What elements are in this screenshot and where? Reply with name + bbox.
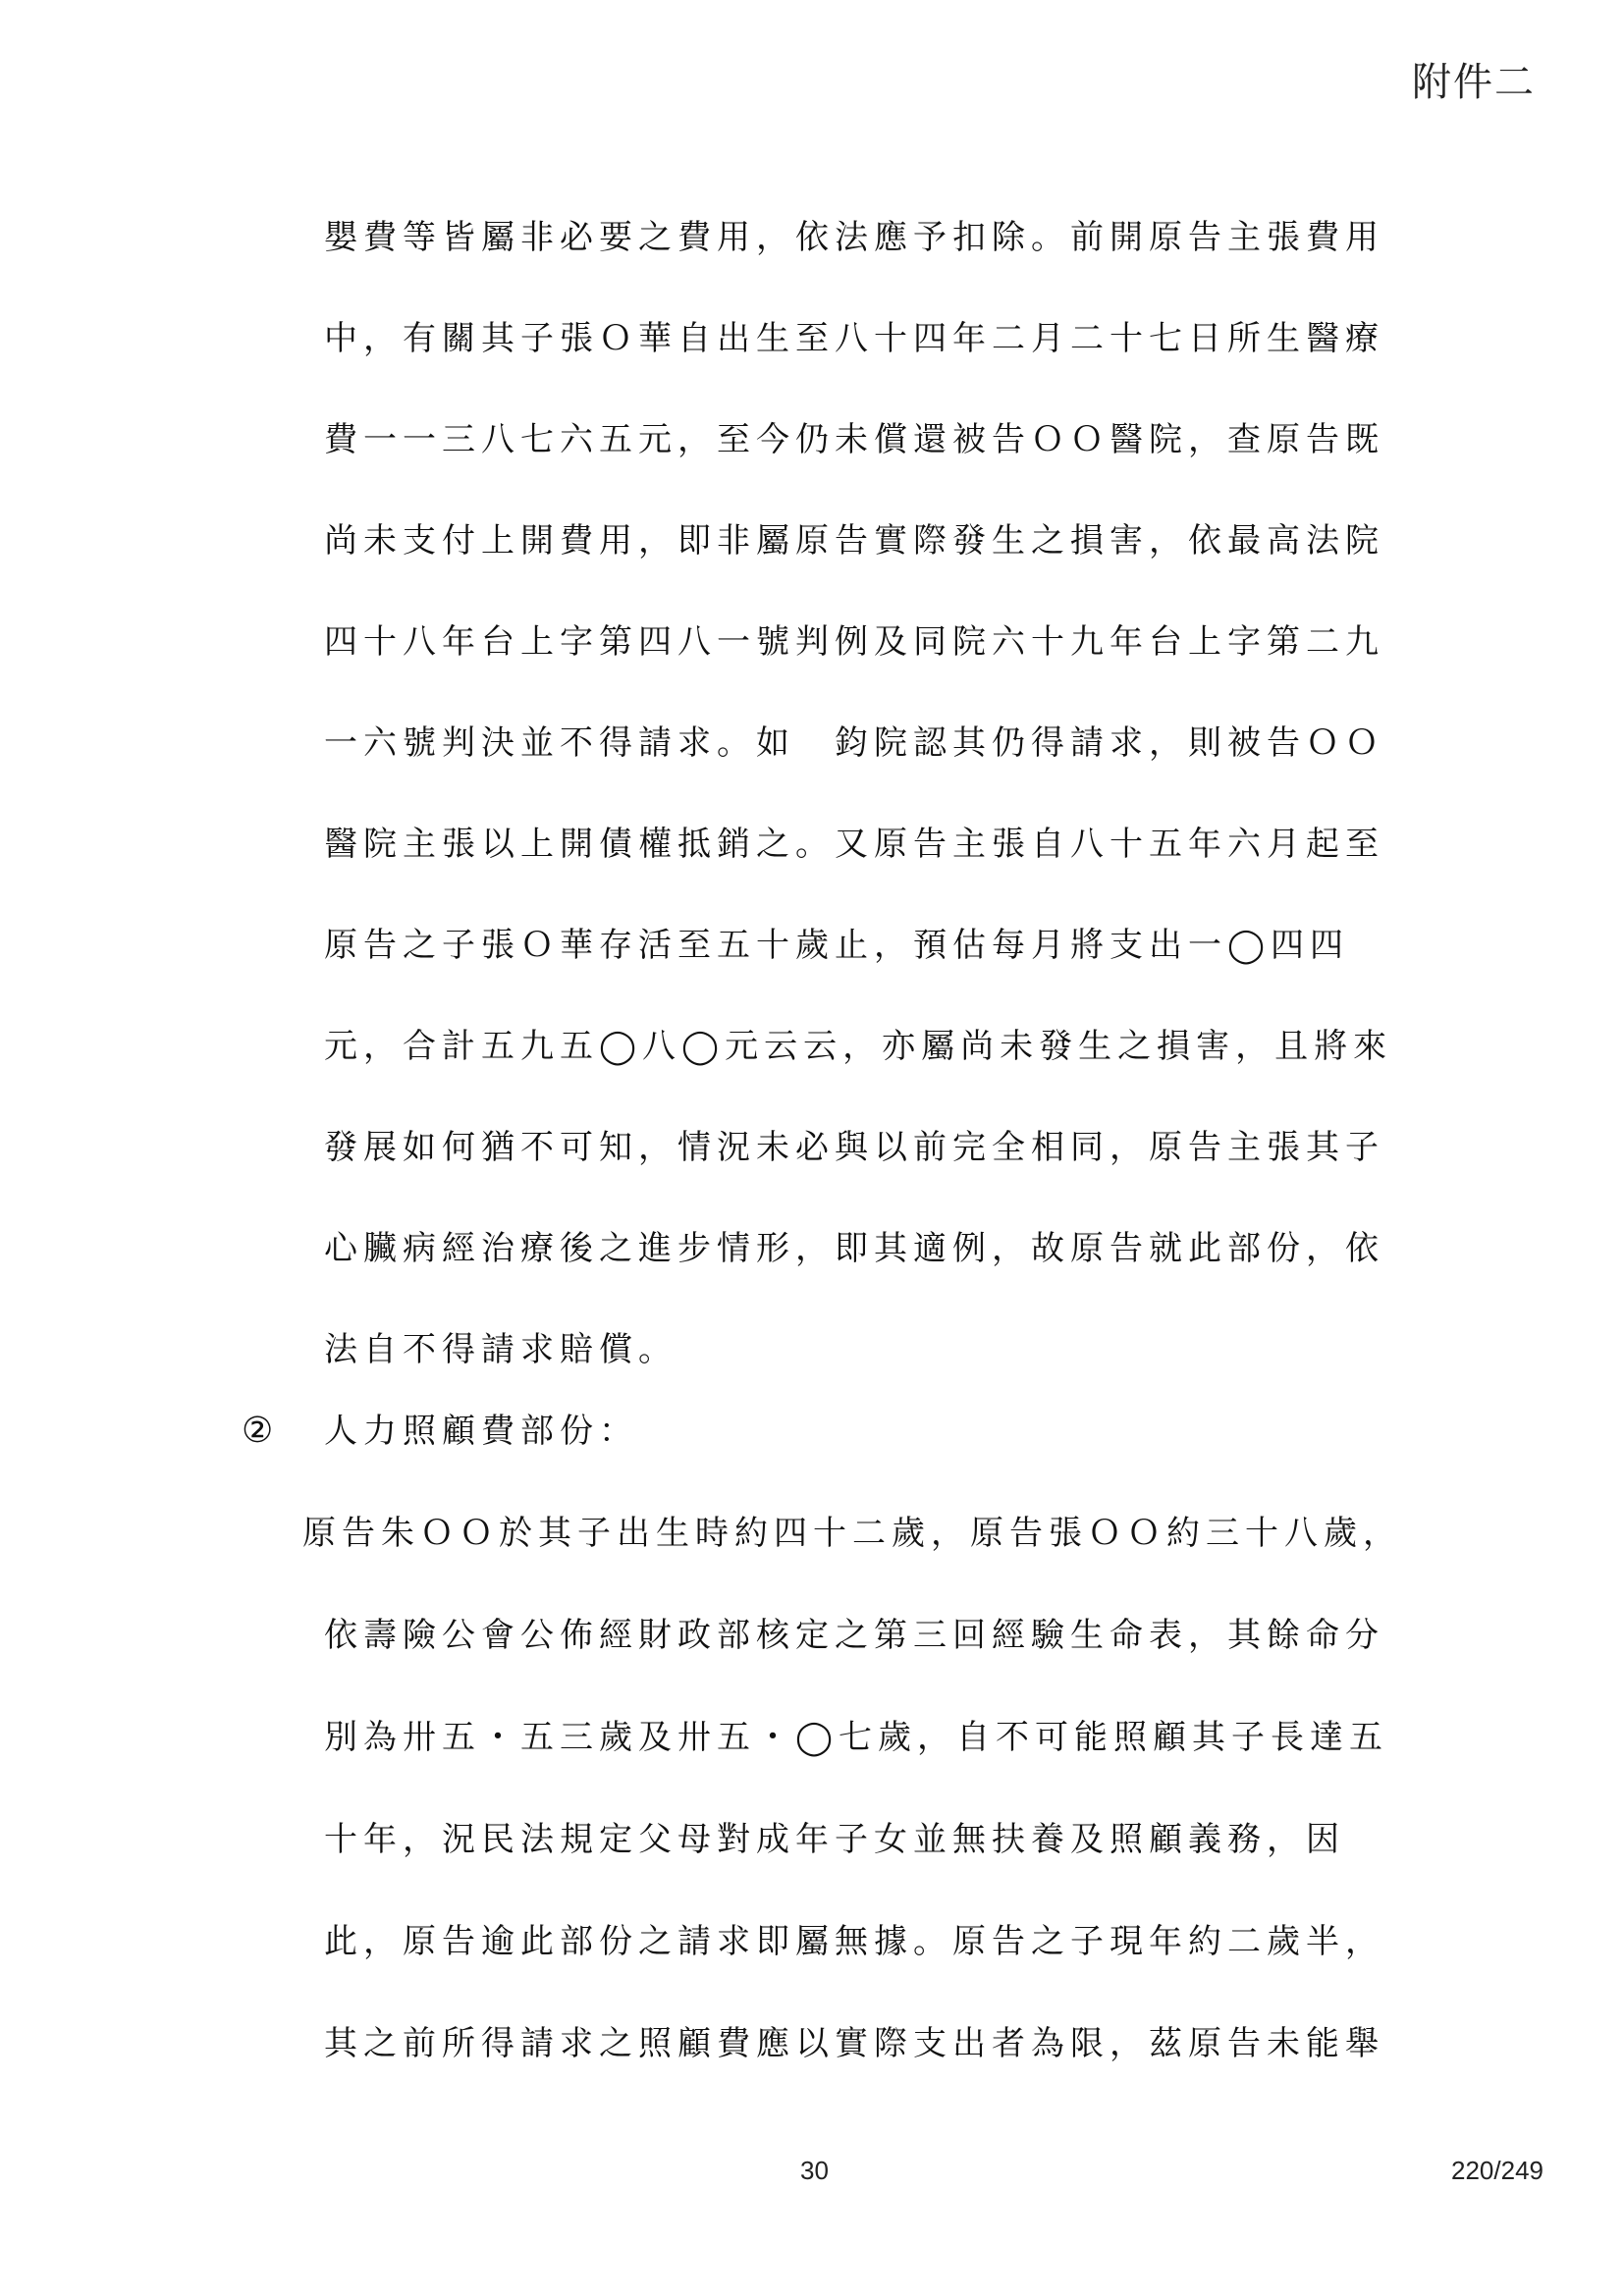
body-line: 十年，況民法規定父母對成年子女並無扶養及照顧義務，因 [324,1820,1345,1859]
body-line: 此，原告逾此部份之請求即屬無據。原告之子現年約二歲半， [324,1922,1384,1961]
body-line: 心臟病經治療後之進步情形，即其適例，故原告就此部份，依 [324,1229,1384,1268]
item-title: 人力照顧費部份： [324,1412,638,1451]
body-line: 四十八年台上字第四八一號判例及同院六十九年台上字第二九 [324,622,1384,662]
body-line: 原告朱ＯＯ於其子出生時約四十二歲，原告張ＯＯ約三十八歲， [302,1514,1402,1553]
body-line: 嬰費等皆屬非必要之費用，依法應予扣除。前開原告主張費用 [324,218,1384,257]
body-line: 元，合計五九五◯八◯元云云，亦屬尚未發生之損害，且將來 [324,1027,1393,1066]
body-line: 原告之子張Ｏ華存活至五十歲止，預估每月將支出一◯四四 [324,926,1350,965]
body-line: 尚未支付上開費用，即非屬原告實際發生之損害，依最高法院 [324,521,1384,561]
body-line: 其之前所得請求之照顧費應以實際支出者為限，茲原告未能舉 [324,2024,1384,2063]
body-line: 一六號判決並不得請求。如 鈞院認其仍得請求，則被告ＯＯ [324,723,1384,763]
body-line: 依壽險公會公佈經財政部核定之第三回經驗生命表，其餘命分 [324,1616,1384,1655]
body-line: 醫院主張以上開債權抵銷之。又原告主張自八十五年六月起至 [324,825,1384,864]
body-line: 法自不得請求賠償。 [324,1330,677,1369]
body-line: 中，有關其子張Ｏ華自出生至八十四年二月二十七日所生醫療 [324,319,1384,358]
attachment-label: 附件二 [1412,60,1536,105]
page-count: 220/249 [1451,2156,1543,2185]
body-line: 發展如何猶不可知，情況未必與以前完全相同，原告主張其子 [324,1128,1384,1167]
item-number-marker: ② [242,1411,274,1451]
body-line: 別為卅五・五三歲及卅五・◯七歲，自不可能照顧其子長達五 [324,1718,1389,1757]
body-line: 費一一三八七六五元，至今仍未償還被告ＯＯ醫院，查原告既 [324,420,1384,459]
page-number: 30 [800,2156,829,2185]
